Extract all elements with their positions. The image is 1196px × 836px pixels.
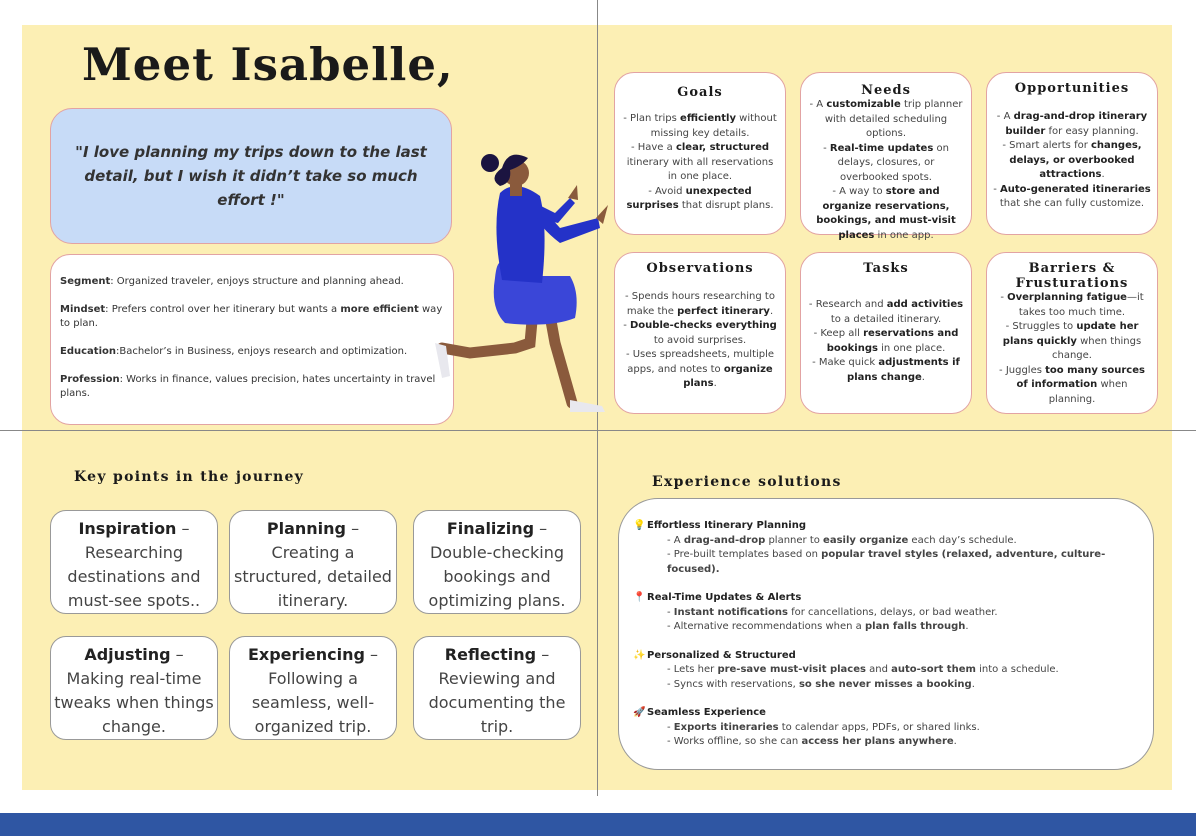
barriers-card xyxy=(986,252,1158,414)
person-illustration xyxy=(430,148,610,418)
profile-mindset: Mindset: Prefers control over her itinerary but wants a more efficient way to plan. xyxy=(60,304,443,329)
journey-title: Key points in the journey xyxy=(74,469,305,485)
profile-profession: Profession: Works in finance, values precision, hates uncertainty in travel plans. xyxy=(60,374,436,399)
solution-itinerary-planning: 💡 Effortless Itinerary Planning - A drag-and-drop planner to easily organize each day’s schedule. - Pre-built templates based on popular travel styles (relaxed, adventure, culture-focused). xyxy=(633,520,1106,575)
observations-text: - Spends hours researching to make the perfect itinerary. - Double-checks everything to avoid surprises. - Uses spreadsheets, multiple apps, and notes to organize plans. xyxy=(623,291,777,389)
barriers-text: - Overplanning fatigue—it takes too much time. - Struggles to update her plans quickly when things change. - Juggles too many sources of information when planning. xyxy=(999,292,1145,405)
horizontal-divider xyxy=(0,430,1196,431)
profile-segment: Segment: Organized traveler, enjoys structure and planning ahead. xyxy=(60,276,404,287)
footer-bar xyxy=(0,813,1196,836)
tasks-text: - Research and add activities to a detailed itinerary. - Keep all reservations and bookings in one place. - Make quick adjustments if plans change. xyxy=(808,299,964,383)
journey-point-adjusting: Adjusting – Making real-time tweaks when things change. xyxy=(50,636,218,740)
rocket-icon: 🚀 xyxy=(633,707,646,718)
sparkles-icon: ✨ xyxy=(633,649,646,661)
needs-title: Needs xyxy=(861,83,911,98)
persona-quote: "I love planning my trips down to the last detail, but I wish it didn’t take so much effort !" xyxy=(50,108,452,244)
solutions-title: Experience solutions xyxy=(652,474,842,490)
solution-personalized: ✨ Personalized & Structured - Lets her pre-save must-visit places and auto-sort them into a schedule. - Syncs with reservations, so she never misses a booking. xyxy=(633,649,1059,690)
journey-point-finalizing: Finalizing – Double-checking bookings and optimizing plans. xyxy=(413,510,581,614)
needs-text: - A customizable trip planner with detailed scheduling options. - Real-time updates on delays, closures, or overbooked spots. - A way to store and organize reservations, bookings, and must-visit places in one app. xyxy=(809,99,963,241)
solution-updates-alerts: 📍 Real-Time Updates & Alerts - Instant notifications for cancellations, delays, or bad weather. - Alternative recommendations when a plan falls through. xyxy=(633,592,998,632)
needs-card xyxy=(800,72,972,241)
observations-title: Observations xyxy=(646,261,754,276)
goals-text: - Plan trips efficiently without missing key details. - Have a clear, structured itinerary with all reservations in one place. - Avoid unexpected surprises that disrupt plans. xyxy=(623,113,777,211)
journey-point-inspiration: Inspiration – Researching destinations and must-see spots.. xyxy=(50,510,218,614)
lightbulb-icon: 💡 xyxy=(633,520,646,531)
goals-card xyxy=(614,72,786,235)
tasks-title: Tasks xyxy=(863,261,909,276)
page-title: Meet Isabelle, xyxy=(82,38,454,91)
solution-seamless: 🚀 Seamless Experience - Exports itineraries to calendar apps, PDFs, or shared links. - Works offline, so she can access her plans anywhere. xyxy=(633,707,980,747)
journey-point-reflecting: Reflecting – Reviewing and documenting the trip. xyxy=(413,636,581,740)
profile-education: Education:Bachelor’s in Business, enjoys research and optimization. xyxy=(60,346,408,357)
journey-point-experiencing: Experiencing – Following a seamless, well-organized trip. xyxy=(229,636,397,740)
goals-title: Goals xyxy=(677,85,723,100)
solutions-card xyxy=(618,498,1154,770)
opportunities-text: - A drag-and-drop itinerary builder for easy planning. - Smart alerts for changes, delays, or overbooked attractions. - Auto-generated itineraries that she can fully customize. xyxy=(993,111,1151,209)
pin-icon: 📍 xyxy=(633,592,646,603)
journey-point-planning: Planning – Creating a structured, detailed itinerary. xyxy=(229,510,397,614)
tasks-card xyxy=(800,252,972,414)
barriers-title: Barriers & Frusturations xyxy=(1015,261,1129,291)
observations-card xyxy=(614,252,786,414)
opportunities-title: Opportunities xyxy=(1014,81,1130,96)
persona-profile xyxy=(50,254,454,425)
opportunities-card xyxy=(986,72,1158,235)
